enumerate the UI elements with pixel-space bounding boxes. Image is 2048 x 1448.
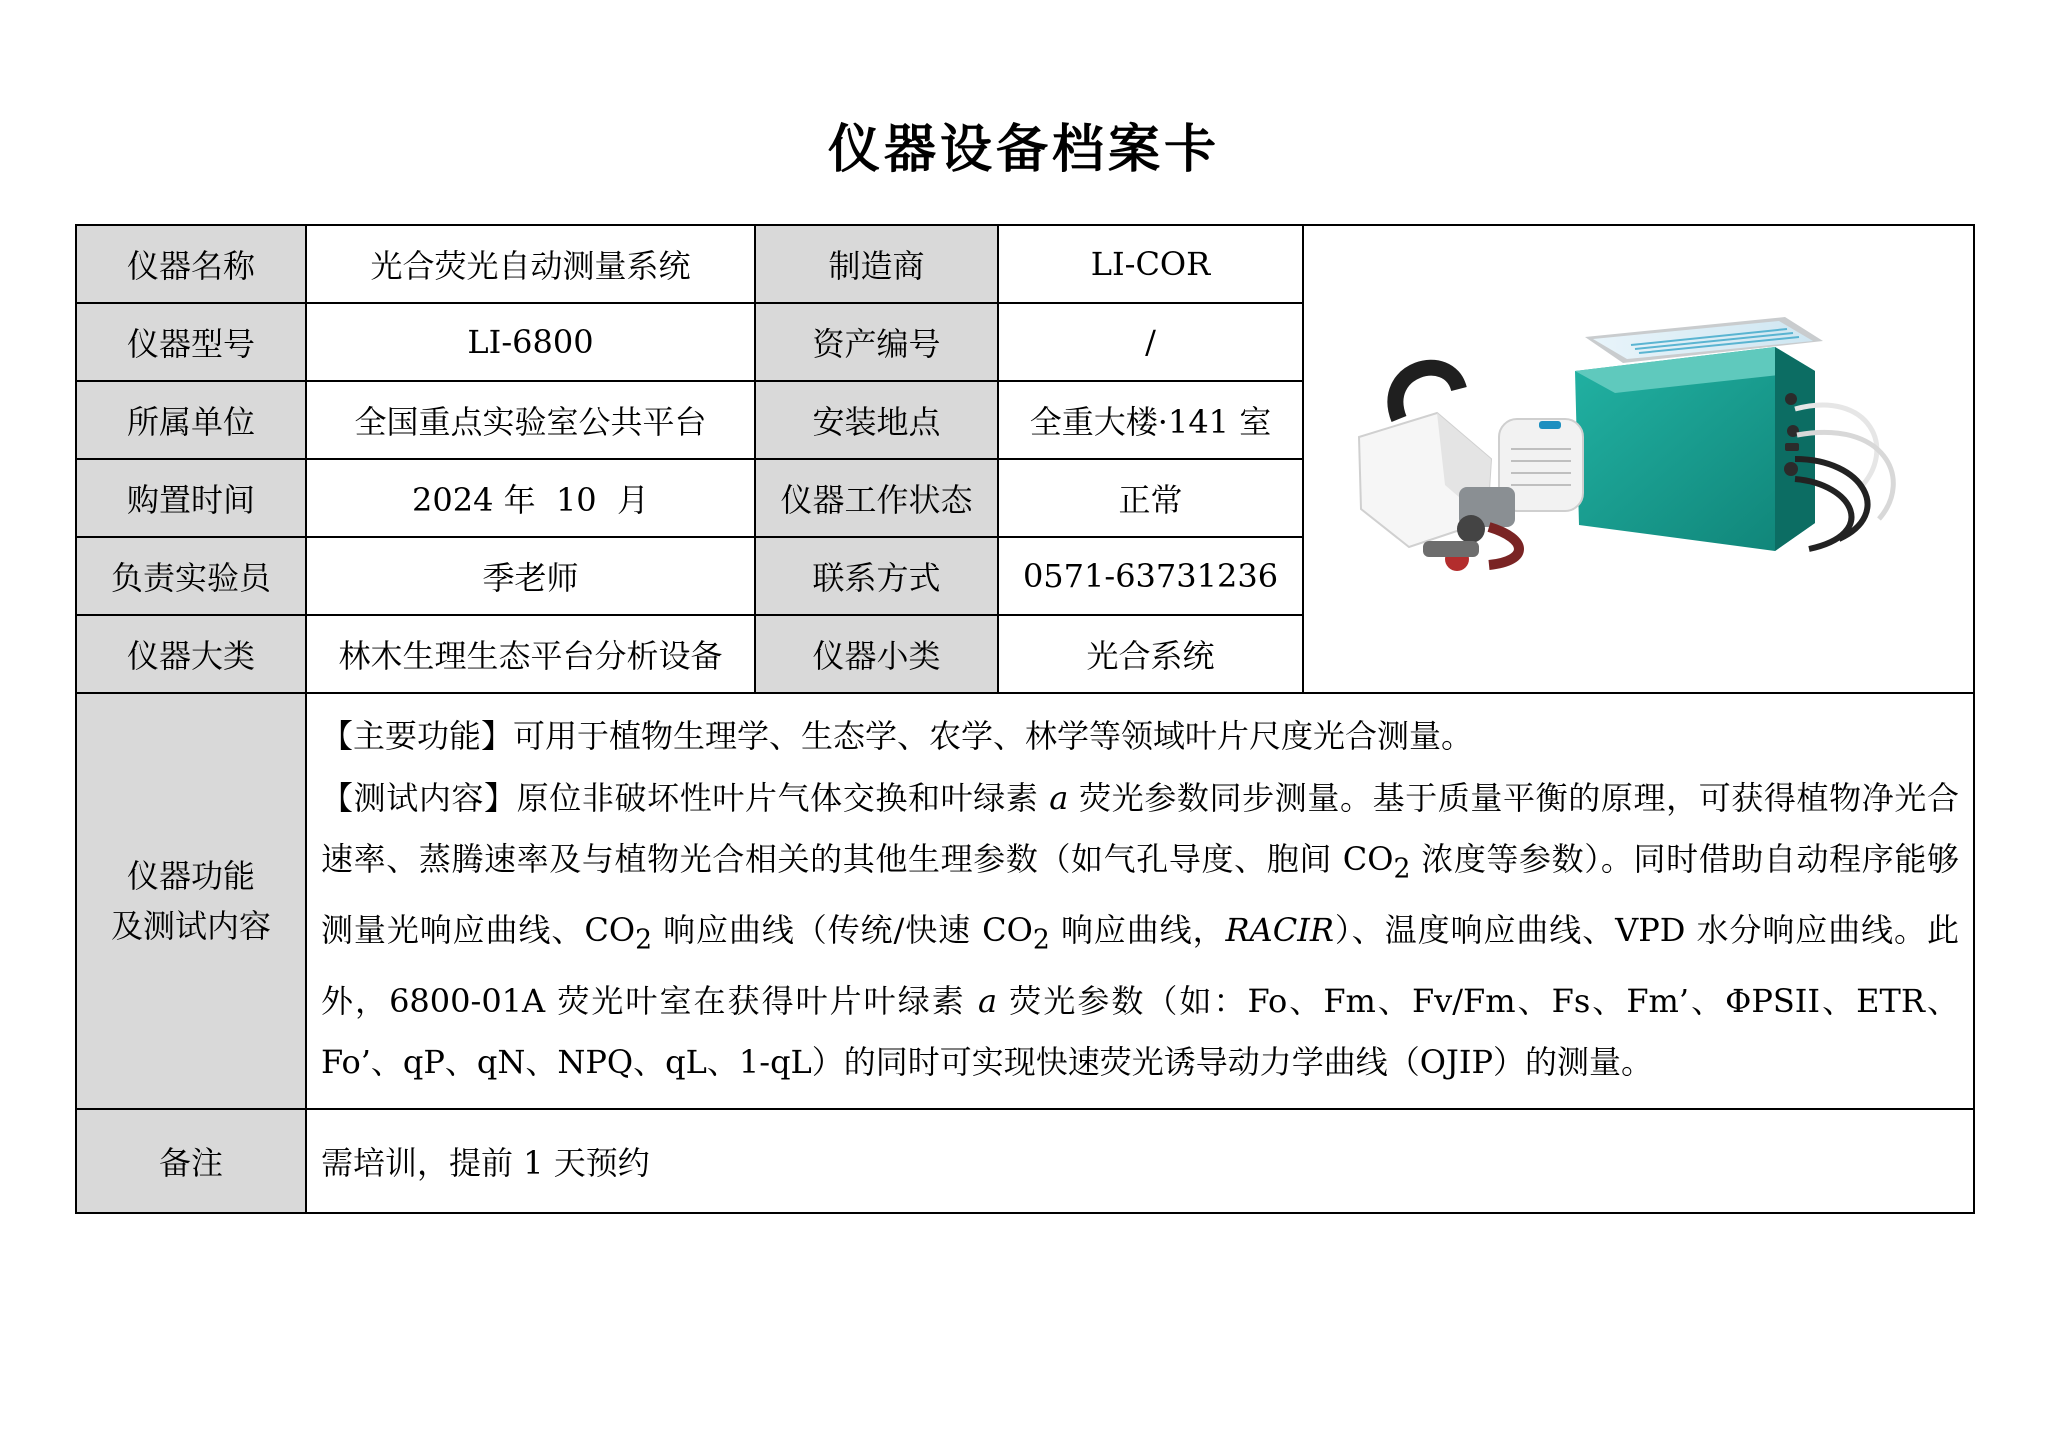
value-instrument-name: 光合荧光自动测量系统	[306, 225, 755, 303]
label-function-line1: 仪器功能	[126, 856, 255, 895]
function-content	[306, 693, 1974, 1109]
value-contact: 0571-63731236	[998, 537, 1303, 615]
label-contact: 联系方式	[755, 537, 998, 615]
label-category: 仪器大类	[76, 615, 306, 693]
instrument-photo-cell	[1303, 225, 1974, 693]
test-text-3: 荧光参数同步测量。基于质量平衡的原理，可获得植物净光合速率、蒸腾速率及与植物光合相关的其他生理参数（如气孔导度、胞间 CO	[321, 778, 1959, 878]
test-text-9: 响应曲线，	[1049, 910, 1226, 949]
label-technician: 负责实验员	[76, 537, 306, 615]
co2-subscript: 2	[635, 924, 653, 956]
value-location: 全重大楼·141 室	[998, 381, 1303, 459]
value-remarks: 需培训，提前 1 天预约	[306, 1109, 1974, 1213]
info-row-name	[76, 225, 1974, 303]
test-text-11: ）、温度响应曲线、VPD 水分响应曲线。此外，6800-01A 荧光叶室在获得叶片叶绿素	[321, 910, 1959, 1020]
test-content-paragraph	[321, 768, 1959, 1094]
co2-subscript: 2	[1032, 924, 1050, 956]
label-status: 仪器工作状态	[755, 459, 998, 537]
remarks-row	[76, 1109, 1974, 1213]
value-asset-number: /	[998, 303, 1303, 381]
value-manufacturer: LI-COR	[998, 225, 1303, 303]
value-unit: 全国重点实验室公共平台	[306, 381, 755, 459]
label-location: 安装地点	[755, 381, 998, 459]
test-text-italic-racir: RACIR	[1225, 910, 1334, 949]
value-category: 林木生理生态平台分析设备	[306, 615, 755, 693]
instrument-photo	[1339, 309, 1939, 609]
test-text-1: 原位非破坏性叶片气体交换和叶绿素	[516, 778, 1050, 817]
value-purchase-date: 2024 年 10 月	[306, 459, 755, 537]
main-function-heading: 【主要功能】	[321, 717, 514, 755]
value-subcategory: 光合系统	[998, 615, 1303, 693]
label-subcategory: 仪器小类	[755, 615, 998, 693]
test-text-italic-a: a	[1049, 778, 1069, 817]
test-text-7: 响应曲线（传统/快速 CO	[652, 910, 1033, 949]
label-function-line2: 及测试内容	[110, 906, 271, 945]
label-instrument-name: 仪器名称	[76, 225, 306, 303]
value-status: 正常	[998, 459, 1303, 537]
label-remarks: 备注	[76, 1109, 306, 1213]
label-asset-number: 资产编号	[755, 303, 998, 381]
main-function-text: 可用于植物生理学、生态学、农学、林学等领域叶片尺度光合测量。	[513, 717, 1474, 755]
test-text-13: 荧光参数（如：Fo、Fm、Fv/Fm、Fs、Fm’、ΦPSII、ETR、Fo’、qP、qN、NPQ、qL、1-qL）的同时可实现快速荧光诱导动力学曲线（OJIP）的测量。	[321, 981, 1959, 1082]
function-row	[76, 693, 1974, 1109]
instrument-card-table	[75, 224, 1975, 1214]
page-title: 仪器设备档案卡	[827, 120, 1220, 180]
main-function-paragraph	[321, 706, 1959, 768]
label-unit: 所属单位	[76, 381, 306, 459]
label-purchase-date: 购置时间	[76, 459, 306, 537]
label-manufacturer: 制造商	[755, 225, 998, 303]
test-text-italic-a: a	[978, 981, 998, 1020]
value-technician: 季老师	[306, 537, 755, 615]
test-content-heading: 【测试内容】	[321, 778, 517, 817]
value-model: LI-6800	[306, 303, 755, 381]
co2-subscript: 2	[1393, 853, 1411, 885]
label-function	[76, 693, 306, 1109]
test-text-5: 浓度等参数）。同时借助自动程序能够测量光响应曲线、CO	[321, 840, 1959, 949]
label-model: 仪器型号	[76, 303, 306, 381]
